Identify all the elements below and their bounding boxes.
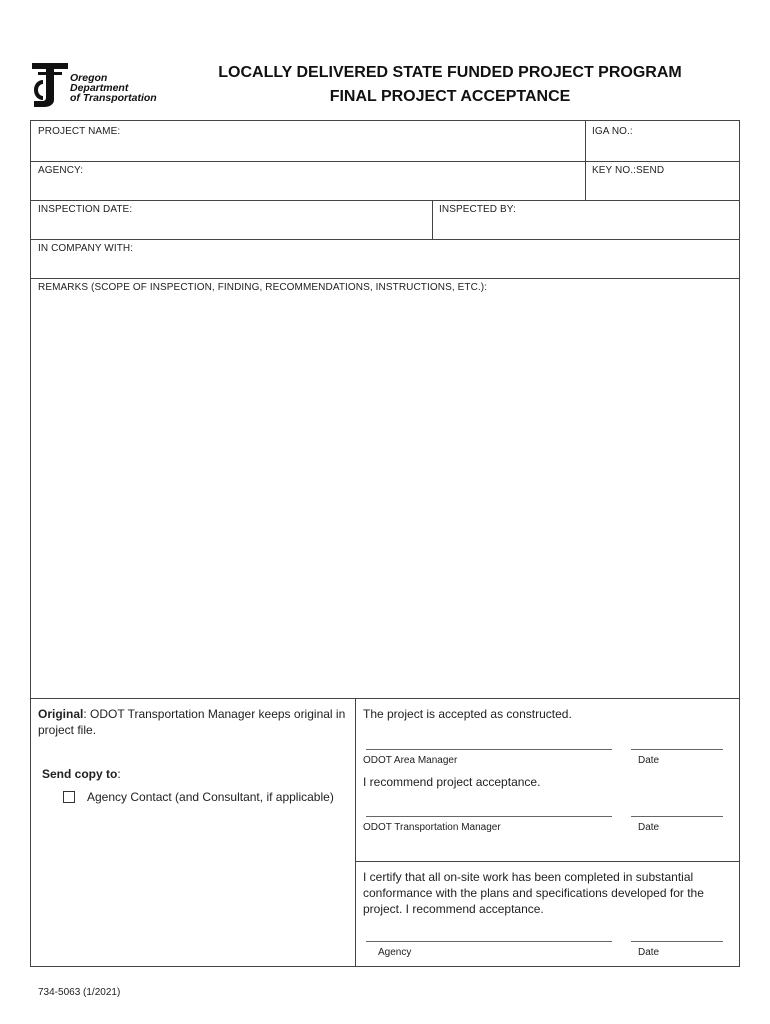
remarks-label: REMARKS (SCOPE OF INSPECTION, FINDING, RECOMMENDATIONS, INSTRUCTIONS, ETC.): (38, 282, 488, 293)
recommend-statement: I recommend project acceptance. (363, 775, 541, 789)
original-label: Original (38, 707, 84, 721)
area-manager-label: ODOT Area Manager (363, 755, 458, 766)
logo-line-transportation: of Transportation (70, 92, 157, 104)
iga-no-label: IGA NO.: (592, 126, 633, 137)
certify-statement: I certify that all on-site work has been completed in substantial conformance with the plans and specifications developed for the project. I recommend acceptance. (363, 870, 704, 916)
inspection-date-label: INSPECTION DATE: (38, 204, 133, 215)
iga-no-field[interactable] (589, 139, 735, 159)
form-title: LOCALLY DELIVERED STATE FUNDED PROJECT PROGRAM (218, 64, 682, 81)
project-name-field[interactable] (35, 139, 580, 159)
area-manager-signature-line[interactable] (366, 749, 612, 750)
form-number: 734-5063 (1/2021) (38, 987, 121, 998)
agency-contact-checkbox[interactable] (63, 791, 75, 803)
transport-manager-date-label: Date (638, 822, 660, 833)
agency-contact-label: Agency Contact (and Consultant, if applicable) (87, 790, 334, 804)
key-no-field[interactable] (589, 178, 735, 198)
odot-logo (30, 58, 180, 108)
original-text: : ODOT Transportation Manager keeps original in project file. (38, 707, 346, 737)
logo-text (70, 73, 157, 103)
remarks-field[interactable] (35, 297, 735, 693)
logo-line-department: Department (70, 82, 129, 94)
original-note (38, 706, 350, 738)
agency-signature-line[interactable] (366, 941, 612, 942)
agency-date-label: Date (638, 947, 660, 958)
in-company-with-label: IN COMPANY WITH: (38, 243, 134, 254)
inspection-date-field[interactable] (35, 217, 427, 237)
inspected-by-field[interactable] (436, 217, 736, 237)
transport-manager-date-line[interactable] (631, 816, 723, 817)
send-copy-heading (42, 766, 121, 782)
area-manager-date-line[interactable] (631, 749, 723, 750)
area-manager-date-label: Date (638, 755, 660, 766)
accepted-statement: The project is accepted as constructed. (363, 707, 572, 721)
in-company-with-field[interactable] (35, 256, 735, 276)
agency-field[interactable] (35, 178, 580, 198)
send-copy-colon: : (117, 767, 121, 781)
send-copy-label: Send copy to (42, 767, 118, 781)
agency-signature-label: Agency (378, 947, 412, 958)
inspected-by-label: INSPECTED BY: (439, 204, 516, 215)
agency-date-line[interactable] (631, 941, 723, 942)
form-subtitle: FINAL PROJECT ACCEPTANCE (329, 88, 571, 105)
transport-manager-signature-line[interactable] (366, 816, 612, 817)
agency-label: AGENCY: (38, 165, 84, 176)
project-name-label: PROJECT NAME: (38, 126, 121, 137)
acceptance-form (30, 120, 740, 967)
odot-logo-icon (30, 60, 70, 108)
logo-line-oregon: Oregon (70, 72, 108, 84)
key-no-label: KEY NO.:SEND (592, 165, 665, 176)
transport-manager-label: ODOT Transportation Manager (363, 822, 501, 833)
